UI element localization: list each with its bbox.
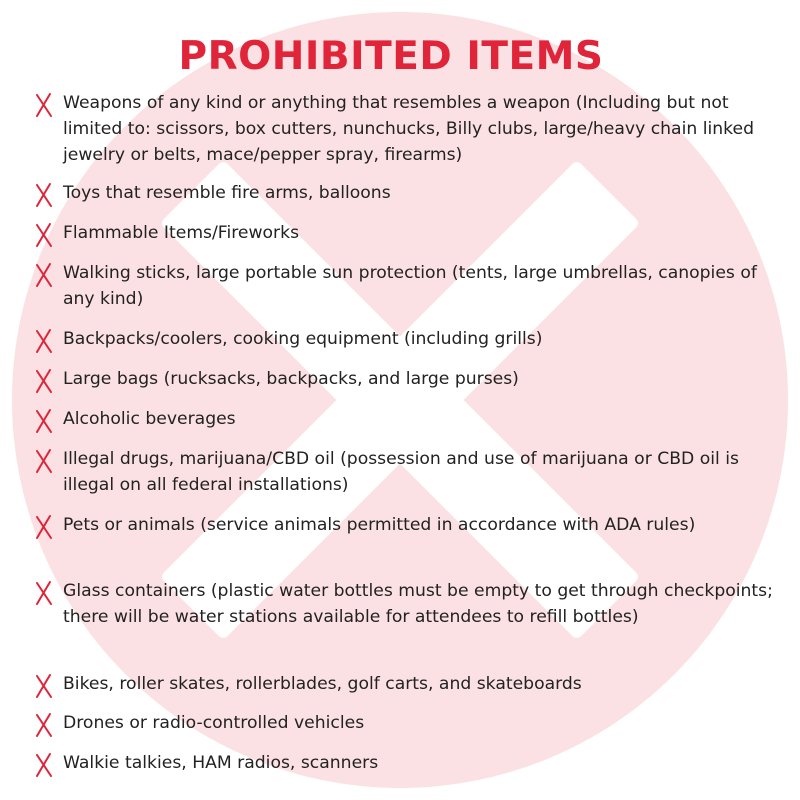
list-item <box>30 90 780 168</box>
list-item <box>30 326 780 352</box>
x-mark-icon <box>34 368 54 394</box>
x-mark-icon <box>34 752 54 778</box>
list-item-text: Alcoholic beverages <box>63 409 236 429</box>
x-mark-icon <box>34 328 54 354</box>
list-item <box>30 671 780 697</box>
list-item-text: Toys that resemble fire arms, balloons <box>63 183 391 203</box>
list-item-text: Walkie talkies, HAM radios, scanners <box>63 753 379 773</box>
list-item-text: Backpacks/coolers, cooking equipment (including grills) <box>63 329 543 349</box>
x-mark-icon <box>34 92 54 118</box>
list-item-text: Pets or animals (service animals permitted in accordance with ADA rules) <box>63 515 696 535</box>
list-item <box>30 512 780 538</box>
x-mark-icon <box>34 514 54 540</box>
list-item-text: Walking sticks, large portable sun protection (tents, large umbrellas, canopies of any kind) <box>63 263 757 309</box>
x-mark-icon <box>34 408 54 434</box>
list-item <box>30 260 780 312</box>
list-item-text: Weapons of any kind or anything that resembles a weapon (Including but not limited to: scissors, box cutters, nunchucks, Billy clubs, large/heavy chain linked jewelry or belts, mace/pepper spray, firearms) <box>63 93 754 165</box>
x-mark-icon <box>34 262 54 288</box>
list-item-text: Large bags (rucksacks, backpacks, and large purses) <box>63 369 519 389</box>
list-item <box>30 578 780 630</box>
list-item-text: Illegal drugs, marijuana/CBD oil (possession and use of marijuana or CBD oil is illegal on all federal installations) <box>63 449 739 495</box>
list-item <box>30 180 780 206</box>
list-item <box>30 220 780 246</box>
x-mark-icon <box>34 580 54 606</box>
page-title: PROHIBITED ITEMS <box>178 34 604 79</box>
x-mark-icon <box>34 673 54 699</box>
list-item <box>30 710 780 736</box>
list-item-text: Glass containers (plastic water bottles must be empty to get through checkpoints; there will be water stations available for attendees to refill bottles) <box>63 581 773 627</box>
list-item <box>30 366 780 392</box>
x-mark-icon <box>34 448 54 474</box>
x-mark-icon <box>34 712 54 738</box>
list-item-text: Flammable Items/Fireworks <box>63 223 300 243</box>
list-item-text: Drones or radio-controlled vehicles <box>63 713 365 733</box>
list-item <box>30 406 780 432</box>
list-item <box>30 750 780 776</box>
list-item-text: Bikes, roller skates, rollerblades, golf carts, and skateboards <box>63 674 582 694</box>
x-mark-icon <box>34 182 54 208</box>
list-item <box>30 446 780 498</box>
x-mark-icon <box>34 222 54 248</box>
